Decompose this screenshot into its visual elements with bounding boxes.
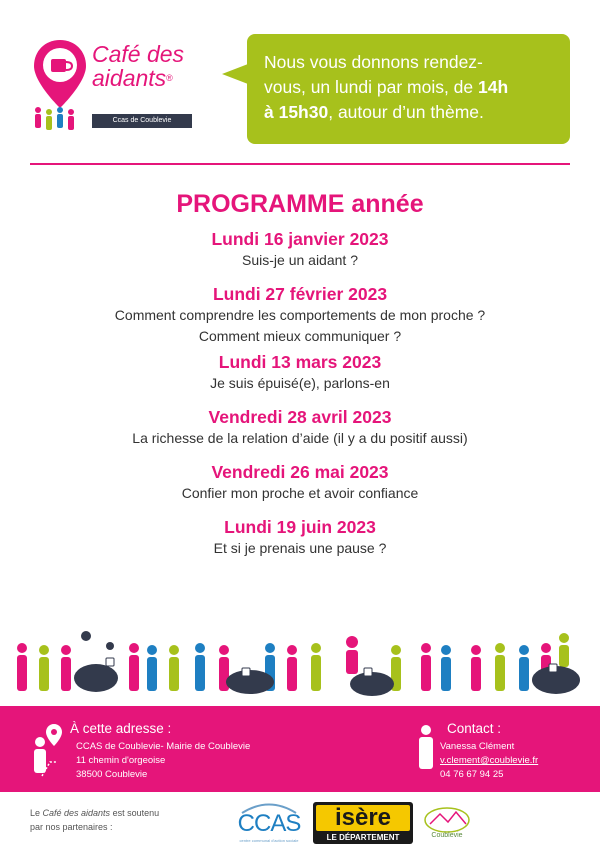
partners-text-post: est soutenu (110, 808, 160, 818)
address-line: CCAS de Coublevie- Mairie de Coublevie (76, 741, 251, 752)
session-date: Vendredi 26 mai 2023 (211, 462, 389, 482)
session-date: Lundi 16 janvier 2023 (211, 229, 389, 249)
ccas-wordmark: CCAS (237, 810, 301, 837)
bubble-tail (222, 64, 248, 84)
bubble-line1: Nous vous donnons rendez- (264, 52, 483, 72)
bubble-end-time: à 15h30 (264, 102, 329, 122)
program-section (0, 188, 600, 559)
session-date: Vendredi 28 avril 2023 (208, 407, 392, 427)
session-topic: Comment comprendre les comportements de mon proche ? (114, 307, 486, 323)
person-location-icon (32, 722, 62, 778)
session-date: Lundi 19 juin 2023 (224, 517, 376, 537)
ccas-subtitle: centre communal d'action sociale (239, 838, 299, 843)
contact-block (440, 740, 538, 782)
coublevie-wordmark: Coublevie (431, 832, 463, 839)
logo-name-line1: Café des (92, 41, 185, 67)
session-topic: Suis-je un aidant ? (242, 252, 358, 268)
session-topic: Je suis épuisé(e), parlons-en (210, 375, 390, 391)
session-topic: La richesse de la relation d’aide (il y a du positif aussi) (132, 430, 468, 446)
session-date: Lundi 13 mars 2023 (218, 352, 382, 372)
partners-text-italic: Café des aidants (42, 808, 111, 818)
contact-name: Vanessa Clément (440, 741, 515, 752)
registered-mark: ® (166, 73, 173, 83)
divider-line (30, 163, 570, 165)
partners-text-line2: par nos partenaires : (30, 822, 113, 832)
session-date: Lundi 27 février 2023 (212, 284, 388, 304)
ccas-logo (236, 800, 302, 844)
logo-ccas-label: Ccas de Coublevie (92, 114, 192, 128)
program-title: PROGRAMME année (176, 190, 424, 218)
bubble-start-time: 14h (478, 77, 509, 97)
address-heading: À cette adresse : (70, 721, 172, 736)
logo-name-line2: aidants (92, 65, 167, 91)
partners-text (30, 806, 159, 834)
isere-logo (313, 802, 413, 844)
contact-phone: 04 76 67 94 25 (440, 769, 504, 780)
isere-wordmark: isère (316, 805, 410, 831)
bubble-line2 (264, 75, 552, 100)
coublevie-logo (420, 804, 474, 842)
bubble-line3 (264, 100, 552, 125)
address-block (76, 740, 250, 782)
session-topic: Comment mieux communiquer ? (198, 328, 402, 344)
logo-wordmark (92, 42, 184, 90)
session-topic: Et si je prenais une pause ? (213, 540, 387, 556)
address-line: 38500 Coublevie (76, 769, 148, 780)
partners-text-pre: Le (30, 808, 43, 818)
person-contact-icon (416, 724, 436, 774)
footer-band (0, 706, 600, 792)
session-topic: Confier mon proche et avoir confiance (181, 485, 419, 501)
address-line: 11 chemin d'orgeoise (76, 755, 166, 766)
people-illustration (14, 628, 586, 704)
cafe-des-aidants-logo (30, 38, 200, 138)
meeting-info-bubble (247, 34, 570, 144)
coublevie-emblem-icon (420, 804, 474, 834)
contact-email-link[interactable]: v.clement@coublevie.fr (440, 755, 539, 766)
bubble-line2-text: vous, un lundi par mois, de (264, 77, 479, 97)
contact-heading: Contact : (447, 721, 502, 736)
map-pin-cup-icon (30, 38, 90, 138)
bubble-line3-text: , autour d’un thème. (328, 102, 484, 122)
isere-subtitle: LE DÉPARTEMENT (326, 833, 400, 842)
